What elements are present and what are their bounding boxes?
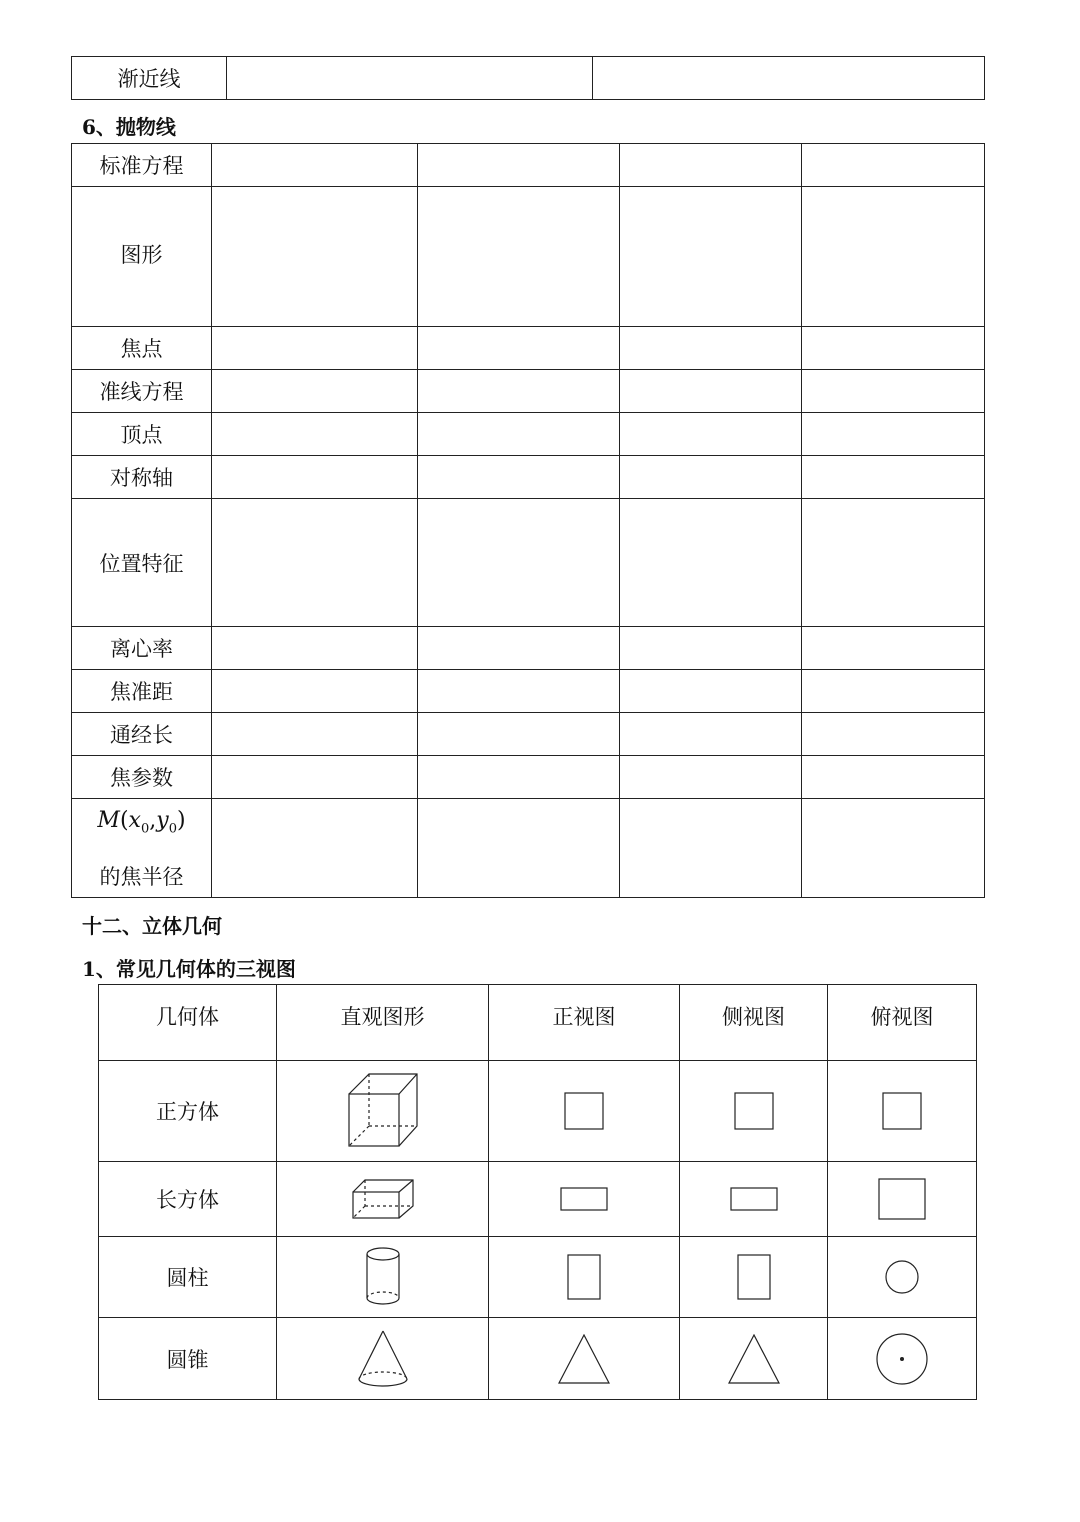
row-label: 标准方程 [72, 144, 212, 187]
square-icon [564, 1092, 604, 1130]
table-row [72, 627, 985, 670]
table-row [72, 799, 985, 898]
circle-with-dot-icon [875, 1332, 929, 1386]
row-label: 对称轴 [72, 456, 212, 499]
cylinder-icon [365, 1246, 401, 1308]
cuboid-icon [351, 1178, 415, 1220]
rectangle-icon [730, 1187, 778, 1211]
square-icon [878, 1178, 926, 1220]
table-row [72, 670, 985, 713]
rectangle-icon [567, 1254, 601, 1300]
row-label: 通经长 [72, 713, 212, 756]
row-label: 图形 [72, 187, 212, 327]
three-views-heading: 1、常见几何体的三视图 [82, 957, 296, 981]
row-label-focal-radius [72, 799, 212, 898]
parabola-heading: 6、抛物线 [82, 115, 176, 139]
table-row [72, 756, 985, 799]
solid-name: 长方体 [99, 1162, 277, 1237]
asymptote-table [71, 56, 985, 100]
triangle-icon [728, 1334, 780, 1384]
row-label: 位置特征 [72, 499, 212, 627]
triangle-icon [558, 1334, 610, 1384]
focal-radius-label: 的焦半径 [99, 864, 184, 889]
column-header: 侧视图 [680, 985, 828, 1061]
row-label: 焦参数 [72, 756, 212, 799]
table-row [72, 327, 985, 370]
table-row [99, 1237, 977, 1318]
row-label: 顶点 [72, 413, 212, 456]
table-row [72, 144, 985, 187]
row-label: 焦准距 [72, 670, 212, 713]
row-label-asymptote: 渐近线 [72, 57, 227, 100]
square-icon [882, 1092, 922, 1130]
rectangle-icon [737, 1254, 771, 1300]
three-views-table [98, 984, 977, 1400]
table-row [99, 1318, 977, 1400]
table-row [72, 456, 985, 499]
cone-icon [356, 1329, 410, 1389]
solid-name: 正方体 [99, 1061, 277, 1162]
table-row [72, 499, 985, 627]
table-row [99, 1162, 977, 1237]
solid-name: 圆锥 [99, 1318, 277, 1400]
table-row [72, 713, 985, 756]
empty-cell [227, 57, 593, 100]
table-header-row [99, 985, 977, 1061]
empty-cell [593, 57, 985, 100]
table-row [72, 370, 985, 413]
row-label: 离心率 [72, 627, 212, 670]
row-label: 准线方程 [72, 370, 212, 413]
column-header: 正视图 [489, 985, 680, 1061]
solid-name: 圆柱 [99, 1237, 277, 1318]
parabola-table [71, 143, 985, 898]
square-icon [734, 1092, 774, 1130]
table-row [72, 413, 985, 456]
column-header: 俯视图 [828, 985, 977, 1061]
cube-icon [347, 1072, 419, 1150]
math-expression: $M(x_0,y_0)$ [97, 808, 186, 837]
column-header: 几何体 [99, 985, 277, 1061]
circle-icon [884, 1259, 920, 1295]
row-label: 焦点 [72, 327, 212, 370]
table-row [99, 1061, 977, 1162]
column-header: 直观图形 [277, 985, 489, 1061]
section-heading: 十二、立体几何 [82, 914, 222, 938]
table-row [72, 187, 985, 327]
rectangle-icon [560, 1187, 608, 1211]
